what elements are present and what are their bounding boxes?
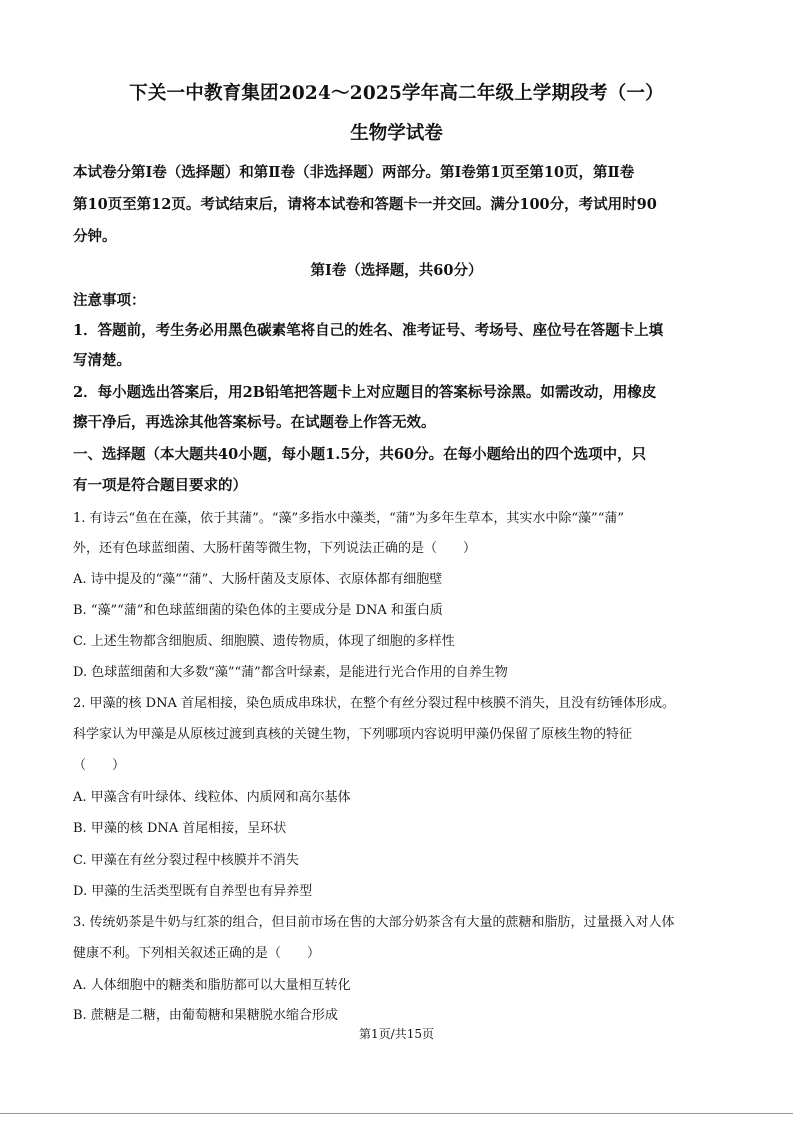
notes-title: 注意事项： [73,292,146,309]
page-bottom-divider [0,1113,793,1114]
question-stem-line: 外，还有色球蓝细菌、大肠杆菌等微生物，下列说法正确的是（ ） [73,541,477,556]
page-number: 第1页/共15页 [359,1027,434,1041]
intro-line: 本试卷分第Ⅰ卷（选择题）和第Ⅱ卷（非选择题）两部分。第Ⅰ卷第1页至第10页，第Ⅱ卷 [73,164,635,181]
intro-line: 分钟。 [73,228,117,245]
option-c: C. 上述生物都含细胞质、细胞膜、遗传物质，体现了细胞的多样性 [73,634,455,649]
option-a: A. 诗中提及的“藻”“蒲”、大肠杆菌及支原体、衣原体都有细胞壁 [73,572,443,587]
part-heading: 有一项是符合题目要求的） [73,477,247,494]
section-heading: 第Ⅰ卷（选择题，共60分） [310,262,483,279]
question-stem-line: 科学家认为甲藻是从原核过渡到真核的关键生物，下列哪项内容说明甲藻仍保留了原核生物的特征 [73,727,633,742]
note-line: 1．答题前，考生务必用黑色碳素笔将自己的姓名、准考证号、考场号、座位号在答题卡上填 [73,322,664,339]
option-a: A. 人体细胞中的糖类和脂肪都可以大量相互转化 [73,978,351,993]
note-line: 擦干净后，再选涂其他答案标号。在试题卷上作答无效。 [73,414,436,431]
exam-subtitle: 生物学试卷 [350,123,443,144]
question-stem-line: （ ） [73,758,126,773]
option-b: B. “藻”“蒲”和色球蓝细菌的染色体的主要成分是 DNA 和蛋白质 [73,603,443,618]
question-stem-line: 1. 有诗云“鱼在在藻，依于其蒲”。“藻”多指水中藻类，“蒲”为多年生草本，其实水中除“藻”“蒲” [73,511,624,526]
question-stem-line: 2. 甲藻的核 DNA 首尾相接，染色质成串珠状，在整个有丝分裂过程中核膜不消失，且没有纺锤体形成。 [73,696,675,711]
exam-title: 下关一中教育集团2024～2025学年高二年级上学期段考（一） [129,83,664,104]
part-heading: 一、选择题（本大题共40小题，每小题1.5分，共60分。在每小题给出的四个选项中，只 [73,446,647,463]
note-line: 2．每小题选出答案后，用2B铅笔把答题卡上对应题目的答案标号涂黑。如需改动，用橡皮 [73,384,657,401]
option-a: A. 甲藻含有叶绿体、线粒体、内质网和高尔基体 [73,790,351,805]
option-d: D. 色球蓝细菌和大多数“藻”“蒲”都含叶绿素，是能进行光合作用的自养生物 [73,665,508,680]
intro-line: 第10页至第12页。考试结束后，请将本试卷和答题卡一并交回。满分100分，考试用时90 [73,196,657,213]
note-line: 写清楚。 [73,352,131,369]
option-d: D. 甲藻的生活类型既有自养型也有异养型 [73,884,313,899]
option-b: B. 甲藻的核 DNA 首尾相接，呈环状 [73,821,287,836]
option-b: B. 蔗糖是二糖，由葡萄糖和果糖脱水缩合形成 [73,1008,338,1023]
question-stem-line: 3. 传统奶茶是牛奶与红茶的组合，但目前市场在售的大部分奶茶含有大量的蔗糖和脂肪，过量摄入对人体 [73,915,675,930]
question-stem-line: 健康不利。下列相关叙述正确的是（ ） [73,946,321,961]
option-c: C. 甲藻在有丝分裂过程中核膜并不消失 [73,853,299,868]
